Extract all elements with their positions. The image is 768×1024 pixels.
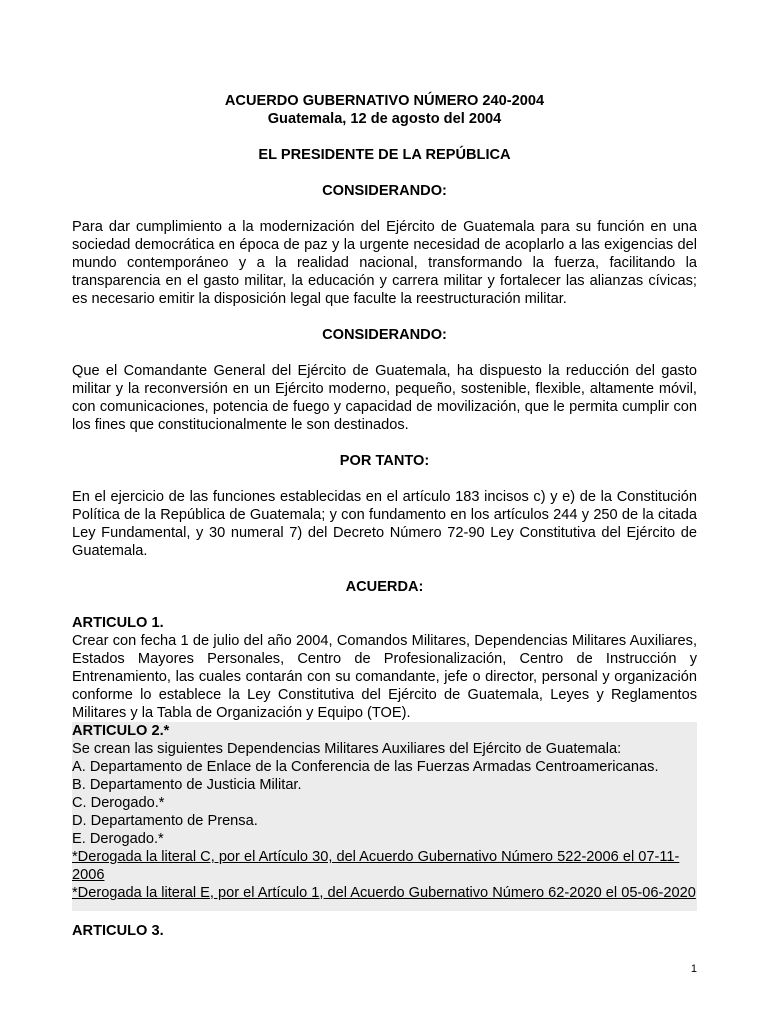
considerando-1-text: Para dar cumplimiento a la modernización del Ejército de Guatemala para su función en una sociedad democrática en época de paz y la urgente necesidad de acoplarlo a las exigencias del mundo contemporáneo y a la realidad nacional, transformando la fuerza, facilitando la transparencia en el gasto militar, la educación y carrera militar y fortalecer las alianzas cívicas; es necesario emitir la disposición legal que faculte la reestructuración militar.: [72, 219, 697, 307]
por-tanto-text: En el ejercicio de las funciones establecidas en el artículo 183 incisos c) y e) de la Constitución Política de la República de Guatemala; y con fundamento en los artículos 244 y 250 de la citada Ley Fundamental, y 30 numeral 7) del Decreto Número 72-90 Ley Constitutiva del Ejército de Guatemala.: [72, 489, 697, 559]
articulo-2-item-b: B. Departamento de Justicia Militar.: [72, 777, 302, 793]
document-title: ACUERDO GUBERNATIVO NÚMERO 240-2004: [224, 93, 545, 109]
considerando-2-text: Que el Comandante General del Ejército de Guatemala, ha dispuesto la reducción del gasto militar y la reconversión en un Ejército moderno, pequeño, sostenible, flexible, altamente móvil, con comunicaciones, potencia de fuego y capacidad de movilización, que le permita cumplir con los fines que constitucionalmente le son destinados.: [72, 363, 697, 433]
articulo-2-item-a: A. Departamento de Enlace de la Conferencia de las Fuerzas Armadas Centroamericanas.: [72, 759, 659, 775]
acuerda-heading: ACUERDA:: [345, 579, 424, 595]
document-page: [72, 92, 697, 940]
articulo-2-note-1: *Derogada la literal C, por el Artículo 30, del Acuerdo Gubernativo Número 522-2006 el 07-11-2006: [72, 849, 680, 883]
articulo-2-item-c: C. Derogado.*: [72, 795, 165, 811]
place-date: Guatemala, 12 de agosto del 2004: [267, 111, 502, 127]
articulo-1-title: ARTICULO 1.: [72, 615, 164, 631]
articulo-1-text: Crear con fecha 1 de julio del año 2004, Comandos Militares, Dependencias Militares Auxiliares, Estados Mayores Personales, Centro de Profesionalización, Centro de Instrucción y Entrenamiento, las cuales contarán con su comandante, jefe o director, personal y organización conforme lo establece la Ley Constitutiva del Ejército de Guatemala, Leyes y Reglamentos Militares y la Tabla de Organización y Equipo (TOE).: [72, 633, 697, 721]
authority-heading: EL PRESIDENTE DE LA REPÚBLICA: [258, 147, 511, 163]
considerando-1-heading: CONSIDERANDO:: [322, 183, 447, 199]
considerando-2-heading: CONSIDERANDO:: [322, 327, 447, 343]
por-tanto-heading: POR TANTO:: [339, 453, 430, 469]
articulo-2-intro: Se crean las siguientes Dependencias Militares Auxiliares del Ejército de Guatemala:: [72, 741, 622, 757]
page-number: 1: [690, 963, 697, 975]
articulo-2-item-e: E. Derogado.*: [72, 831, 164, 847]
articulo-3-title: ARTICULO 3.: [72, 923, 164, 939]
articulo-2-item-d: D. Departamento de Prensa.: [72, 813, 258, 829]
articulo-2-note-2: *Derogada la literal E, por el Artículo 1, del Acuerdo Gubernativo Número 62-2020 el 05-06-2020: [72, 885, 696, 901]
articulo-2-title: ARTICULO 2.*: [72, 723, 170, 739]
articulo-2-block: [72, 722, 697, 911]
